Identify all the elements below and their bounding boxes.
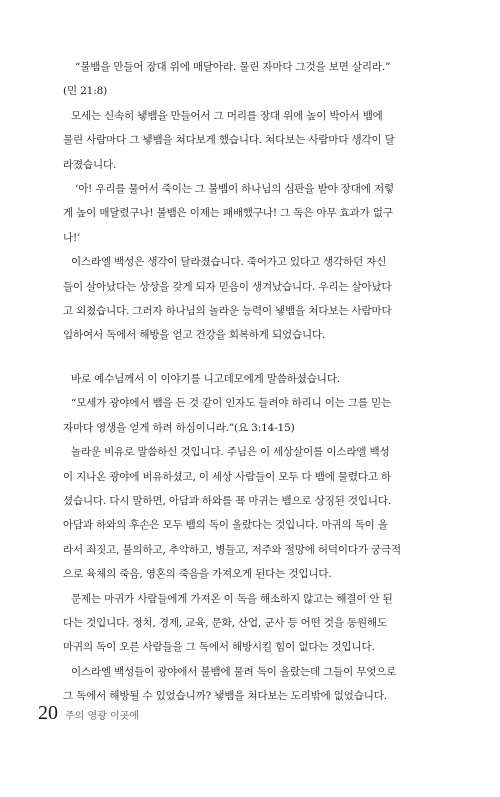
section-break — [63, 348, 435, 367]
paragraph-moses-bronze-serpent: 모세는 신속히 뇋뱀을 만들어서 그 머리를 장대 위에 높이 박아서 뱀에 물린 사람마다 그 뇋뱀을 쳐다보게 했습니다. 쳐다보는 사람마다 생각이 달 라졌습니다. — [63, 109, 395, 171]
page-body — [63, 55, 435, 709]
paragraph-problem: 문제는 마귀가 사람들에게 가져온 이 독을 해소하지 않고는 해결이 안 된 다는 것입니다. 정치, 경제, 교육, 문화, 산업, 군사 등 어떤 것을 동원해도 마귀의 독이 오른 사람들을 그 독에서 해방시킬 힘이 없다는 것입니다. — [63, 592, 393, 654]
page-footer — [38, 702, 139, 725]
paragraph-inner-thought: ‘아! 우리를 물어서 죽이는 그 불뱀이 하나님의 심판을 받아 장대에 저렇 게 높이 매달렸구나! 불뱀은 이제는 패배했구나! 그 독은 아무 효과가 없구 나!’ — [63, 183, 394, 244]
paragraph-jesus-nicodemus: 바로 예수님께서 이 이야기를 니고데모에게 말씀하셨습니다. — [71, 372, 340, 385]
paragraph-conclusion: 이스라엘 백성들이 광야에서 불뱀에 물려 독이 올랐는데 그들이 무엇으로 그 독에서 해방될 수 있었습니까? 뇋뱀을 쳐다보는 도리밖에 없었습니다. — [63, 665, 397, 703]
paragraph-israelites-changed: 이스라엘 백성은 생각이 달라졌습니다. 죽어가고 있다고 생각하던 자신 들이 살아났다는 상상을 갖게 되자 믿음이 생겨났습니다. 우리는 살아났다 고 외쳤습니다. 그러자 하나님의 놀라운 능력이 뇋뱀을 쳐다보는 사람마다 임하여서 독에서 해방을 얻고 건강을 회복하게 되었습니다. — [63, 256, 392, 342]
paragraph-metaphor: 놀라운 비유로 말씀하신 것입니다. 주님은 이 세상살이를 이스라엘 백성 이 지나온 광야에 비유하셨고, 이 세상 사람들이 모두 다 뱀에 물렸다고 하 셨습니다. 다시 말하면, 아담과 하와를 꾴 마귀는 뱀으로 상징된 것입니다. 아담과 하와의 후손은 모두 뱀의 독이 올랐다는 것입니다. 마귀의 독이 올 라서 죄짓고, 불의하고, 추악하고, 병들고, 저주와 절망에 허덕이다가 궁극적 으로 육체의 죽음, 영혼의 죽음을 가져오게 된다는 것입니다. — [63, 446, 402, 581]
paragraph-quote-john: “모세가 광야에서 뱀을 든 것 같이 인자도 들려야 하리니 이는 그를 믿는 자마다 영생을 얻게 하려 하심이니라.”(요 3:14-15) — [63, 397, 392, 434]
paragraph-quote-numbers: “불뱀을 만들어 장대 위에 매달아라. 물린 자마다 그것을 보면 살리라.” (민 21:8) — [63, 61, 391, 98]
running-title: 주의 영광 이곳에 — [65, 711, 139, 722]
page-number: 20 — [38, 702, 58, 724]
